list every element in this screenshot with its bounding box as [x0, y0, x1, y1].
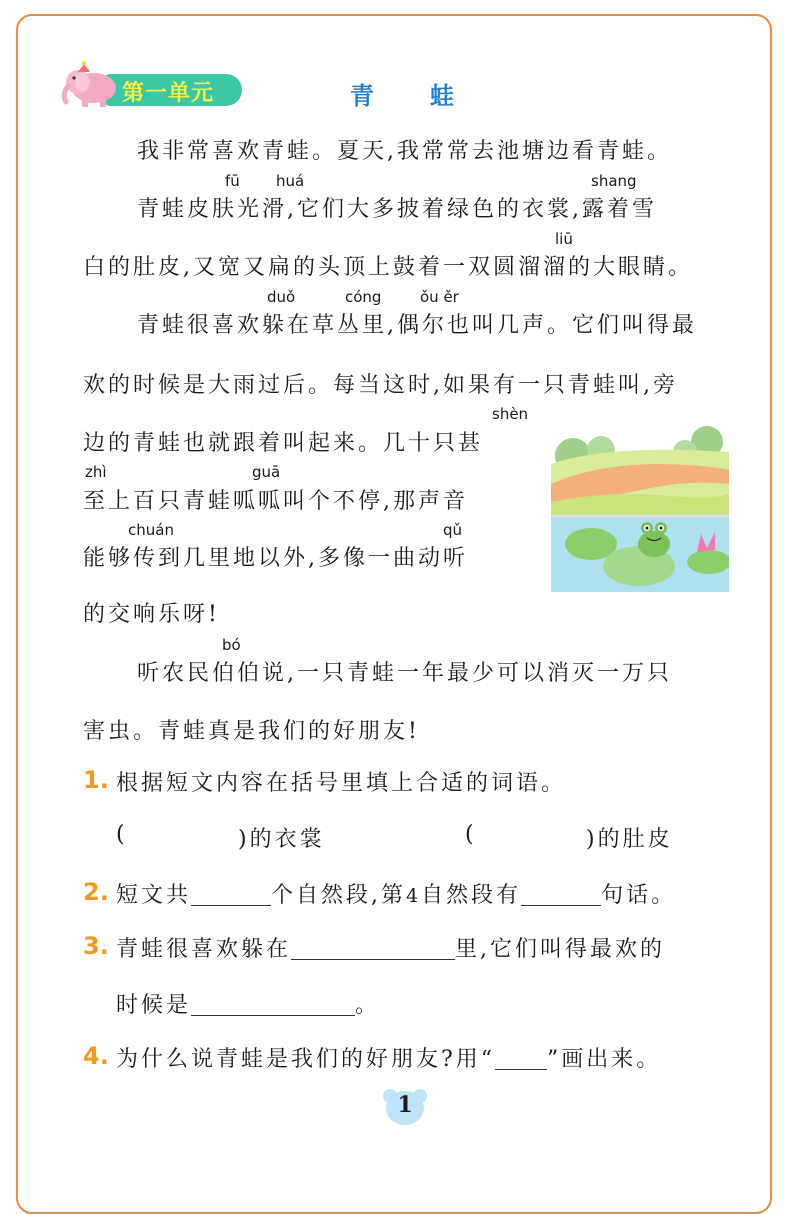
question-text [116, 988, 380, 1019]
question-part: 句话。 [601, 883, 677, 908]
page-number: 1 [397, 1092, 413, 1118]
pinyin: qǔ [443, 521, 463, 539]
fill-bracket-open: ( [465, 822, 477, 847]
pinyin: duǒ [267, 288, 296, 306]
unit-label: 第一单元 [122, 81, 215, 106]
pinyin: cóng [345, 288, 382, 306]
question-part: 青蛙很喜欢躲在 [116, 937, 292, 962]
page-title [350, 76, 454, 111]
question-part: 4 [406, 885, 422, 907]
question-part: 为什么说青蛙是我们的好朋友?用“ [116, 1047, 496, 1072]
fill-bracket-text[interactable]: )的肚皮 [586, 827, 673, 852]
question-part: 个自然段,第 [271, 883, 407, 908]
pinyin: shang [591, 172, 637, 190]
question-part: 短文共 [116, 883, 192, 908]
passage-line: 欢的时候是大雨过后。每当这时,如果有一只青蛙叫,旁 [83, 373, 678, 398]
passage-line: 边的青蛙也就跟着叫起来。几十只甚 [83, 431, 484, 456]
title-char: 青 [350, 82, 374, 110]
question-number: 2. [83, 878, 109, 906]
passage-line: 青蛙皮肤光滑,它们大多披着绿色的衣裳,露着雪 [137, 197, 657, 222]
pinyin: guā [252, 463, 281, 481]
answer-blank[interactable] [191, 993, 355, 1016]
passage-line: 的交响乐呀! [83, 602, 220, 627]
pinyin: ǒu ěr [420, 288, 459, 306]
question-part: 自然段有 [421, 883, 522, 908]
pinyin: bó [222, 636, 241, 654]
pinyin: fū [225, 172, 240, 190]
pinyin: liū [555, 230, 573, 248]
passage-line: 听农民伯伯说,一只青蛙一年最少可以消灭一万只 [137, 661, 672, 686]
passage-line: 我非常喜欢青蛙。夏天,我常常去池塘边看青蛙。 [137, 139, 672, 164]
fill-bracket-open: ( [116, 822, 128, 847]
passage-line: 白的肚皮,又宽又扁的头顶上鼓着一双圆溜溜的大眼睛。 [83, 255, 693, 280]
question-text: 根据短文内容在括号里填上合适的词语。 [116, 771, 567, 796]
frog-pond-illustration [551, 424, 729, 592]
pinyin: huá [276, 172, 305, 190]
question-text [116, 1042, 661, 1073]
question-number: 1. [83, 766, 109, 794]
question-part: 。 [355, 993, 381, 1018]
pinyin: zhì [85, 463, 107, 481]
passage-line: 青蛙很喜欢躲在草丛里,偶尔也叫几声。它们叫得最 [137, 313, 697, 338]
question-number: 3. [83, 932, 109, 960]
title-char: 蛙 [430, 82, 454, 110]
answer-blank[interactable] [291, 937, 455, 960]
passage-line: 能够传到几里地以外,多像一曲动听 [83, 546, 468, 571]
pinyin: chuán [128, 521, 174, 539]
fill-bracket-text[interactable]: )的衣裳 [238, 827, 325, 852]
pinyin: shèn [492, 405, 529, 423]
answer-blank[interactable] [191, 883, 271, 906]
question-text [116, 932, 665, 963]
question-part: 时候是 [116, 993, 192, 1018]
question-part: 里,它们叫得最欢的 [455, 937, 666, 962]
answer-blank[interactable] [521, 883, 601, 906]
elephant-icon [60, 58, 130, 108]
question-number: 4. [83, 1042, 109, 1070]
question-part: ”画出来。 [547, 1047, 662, 1072]
answer-blank[interactable] [495, 1047, 547, 1070]
question-text [116, 878, 676, 909]
passage-line: 至上百只青蛙呱呱叫个不停,那声音 [83, 489, 468, 514]
passage-line: 害虫。青蛙真是我们的好朋友! [83, 719, 420, 744]
